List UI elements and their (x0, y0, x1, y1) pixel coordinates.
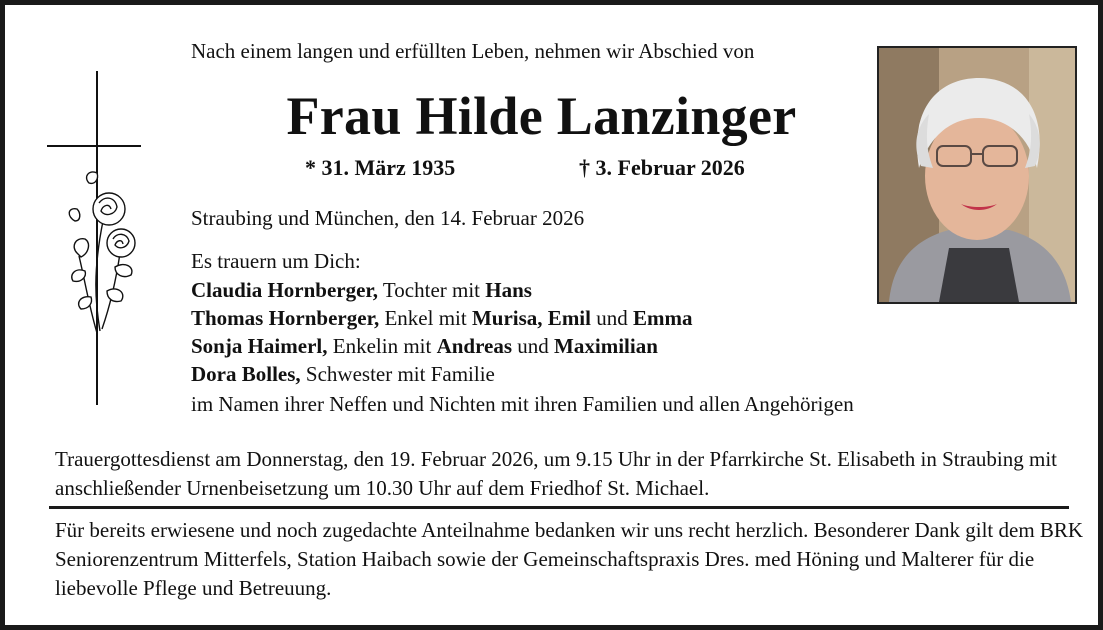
mourner-line: Claudia Hornberger, Tochter mit Hans (191, 278, 532, 302)
death-date: † 3. Februar 2026 (579, 155, 745, 180)
thanks-text: Für bereits erwiesene und noch zugedachte Anteilnahme bedanken wir uns recht herzlich. Besonderer Dank gilt dem BRK Seniorenzentrum Mitterfels, Station Haibach sowie der Gemeinschaftspraxis Dres. med Höning und Malterer für die liebevolle Pflege und Betreuung. (55, 518, 1084, 600)
mourner-line: Sonja Haimerl, Enkelin mit Andreas und Maximilian (191, 334, 658, 358)
funeral-service-text: Trauergottesdienst am Donnerstag, den 19. Februar 2026, um 9.15 Uhr in der Pfarrkirche St. Elisabeth in Straubing mit anschließender Urnenbeisetzung um 10.30 Uhr auf dem Friedhof St. Michael. (55, 447, 1058, 500)
mourners-heading: Es trauern um Dich: (191, 249, 361, 273)
deceased-name: Frau Hilde Lanzinger (286, 86, 797, 146)
divider (49, 506, 1069, 509)
mourner-line: Dora Bolles, Schwester mit Familie (191, 362, 495, 386)
birth-date: * 31. März 1935 (305, 155, 456, 180)
place-and-date: Straubing und München, den 14. Februar 2026 (191, 206, 585, 230)
intro-line: Nach einem langen und erfüllten Leben, nehmen wir Abschied von (191, 39, 755, 63)
portrait-illustration (879, 48, 1075, 302)
mourner-line: Thomas Hornberger, Enkel mit Murisa, Emil und Emma (191, 306, 693, 330)
portrait-photo (877, 46, 1077, 304)
family-line: im Namen ihrer Neffen und Nichten mit ihren Familien und allen Angehörigen (191, 392, 854, 416)
